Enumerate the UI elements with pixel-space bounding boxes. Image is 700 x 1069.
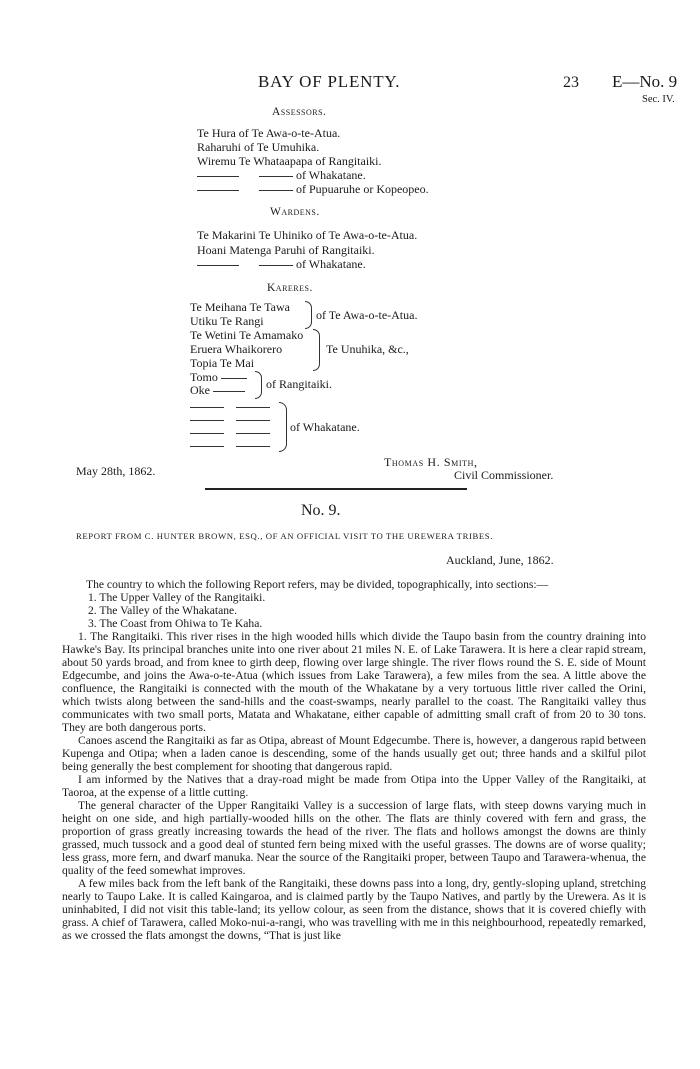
page-number: 23 — [563, 74, 579, 91]
list-item: 2. The Valley of the Whakatane. — [88, 604, 238, 617]
assessor-blank-2: of Pupuaruhe or Kopeopeo. — [197, 182, 429, 197]
page-title: BAY OF PLENTY. — [258, 72, 401, 91]
document-reference: E—No. 9 — [612, 72, 678, 91]
list-item: 3. The Coast from Ohiwa to Te Kaha. — [88, 617, 263, 630]
karere-4: Eruera Whaikorero — [190, 342, 283, 356]
karere-6: Tomo — [190, 370, 247, 385]
list-item: 1. The Upper Valley of the Rangitaiki. — [88, 591, 266, 604]
wardens-heading: Wardens. — [270, 206, 320, 218]
paragraph: 1. The Rangitaiki. This river rises in the high wooded hills which divide the Taupo basin from the country draining into Hawke's Bay. Its principal branches unite into one river about 21 miles N. E. of Lake Tarawera. It is here a clear rapid stream, about 50 yards broad, and from knee to girth deep, flowing over large shingle. The river flows round the S. E. side of Mount Edgecumbe, and joins the Awa-o-te-Atua (which issues from Lake Tarawera), a few miles from the sea. A little above the confluence, the Rangitaiki is connected with the mouth of the Whakatane by a very tortuous little river called the Orini, which twists along between the sand-hills and the coast-swamps, nearly parallel to the coast. The Rangitaiki valley thus communicates with two small ports, Matata and Whakatane, either capable of admitting small craft of from 20 to 30 tons. They are both dangerous ports. — [62, 630, 646, 734]
signature-title: Civil Commissioner. — [454, 468, 554, 482]
paragraph: A few miles back from the left bank of the Rangitaiki, these downs pass into a long, dry, gently-sloping upland, stretching nearly to Taupo Lake. It is called Kaingaroa, and is claimed partly by the Taupo Natives, and partly by the Urewera. As it is uninhabited, I did not visit this table-land; its yellow colour, as seen from the distance, shows that it is covered chiefly with grass. A chief of Tarawera, called Moko-nui-a-rangi, who was travelling with me in this neighbourhood, repeatedly remarked, as we crossed the flats amongst the downs, “That is just like — [62, 877, 646, 942]
section-label: Sec. IV. — [642, 94, 675, 105]
karere-2: Utiku Te Rangi — [190, 314, 264, 328]
karere-group-1-place: of Te Awa-o-te-Atua. — [316, 308, 418, 322]
paragraph: Canoes ascend the Rangitaiki as far as Otipa, abreast of Mount Edgecumbe. There is, however, a dangerous rapid between Kupenga and Otipa; when a laden canoe is descending, some of the hands usually get out; three hands and a skilful pilot being generally the best complement for shooting that dangerous rapid. — [62, 734, 646, 773]
signature-date: May 28th, 1862. — [76, 464, 156, 478]
paragraph: I am informed by the Natives that a dray-road might be made from Otipa into the Upper Valley of the Rangitaiki, at Taoroa, at the expense of a little cutting. — [62, 773, 646, 799]
brace-group-2 — [313, 329, 320, 371]
karere-group-4-place: of Whakatane. — [290, 420, 360, 434]
assessor-blank-1: of Whakatane. — [197, 168, 366, 183]
karere-7: Oke — [190, 383, 245, 398]
warden-blank: of Whakatane. — [197, 257, 366, 272]
warden-1: Te Makarini Te Uhiniko of Te Awa-o-te-Atua. — [197, 228, 418, 242]
report-body — [62, 578, 646, 942]
section-divider — [205, 488, 467, 490]
karere-group-3-place: of Rangitaiki. — [266, 377, 332, 391]
karere-group-2-place: Te Unuhika, &c., — [326, 342, 409, 356]
brace-group-1 — [305, 301, 312, 329]
karere-3: Te Wetini Te Amamako — [190, 328, 304, 342]
warden-2: Hoani Matenga Paruhi of Rangitaiki. — [197, 243, 375, 257]
kareres-heading: Kareres. — [267, 282, 313, 294]
assessor-2: Raharuhi of Te Umuhika. — [197, 140, 320, 154]
paragraph: The general character of the Upper Rangitaiki Valley is a succession of large flats, with steep downs varying much in height on one side, and high partially-wooded hills on the other. The flats are thinly covered with fern and grass, the proportion of grass greatly increasing towards the head of the river. The flats and hollows amongst the downs are thinly grassed, much tussock and a good deal of stunted fern being mixed with the useful grasses. The downs are of worse quality; less grass, more fern, and dwarf manuka. Near the source of the Rangitaiki proper, between Taupo and Tarawera-whenua, the quality of the feed somewhat improves. — [62, 799, 646, 877]
report-heading: REPORT FROM C. HUNTER BROWN, ESQ., OF AN OFFICIAL VISIT TO THE UREWERA TRIBES. — [76, 531, 493, 541]
signature-name: Thomas H. Smith, — [384, 455, 478, 469]
assessor-1: Te Hura of Te Awa-o-te-Atua. — [197, 126, 341, 140]
assessors-heading: Assessors. — [272, 106, 327, 118]
sections-list — [62, 591, 646, 630]
brace-group-3 — [255, 371, 262, 399]
karere-blank-rows — [190, 405, 280, 451]
report-intro: The country to which the following Report refers, may be divided, topographically, into sections:— — [86, 578, 549, 591]
brace-group-4 — [279, 402, 287, 452]
report-place-date: Auckland, June, 1862. — [446, 553, 554, 567]
karere-5: Topia Te Mai — [190, 356, 255, 370]
report-number: No. 9. — [301, 502, 341, 519]
assessor-3: Wiremu Te Whataapapa of Rangitaiki. — [197, 154, 382, 168]
karere-1: Te Meihana Te Tawa — [190, 300, 290, 314]
